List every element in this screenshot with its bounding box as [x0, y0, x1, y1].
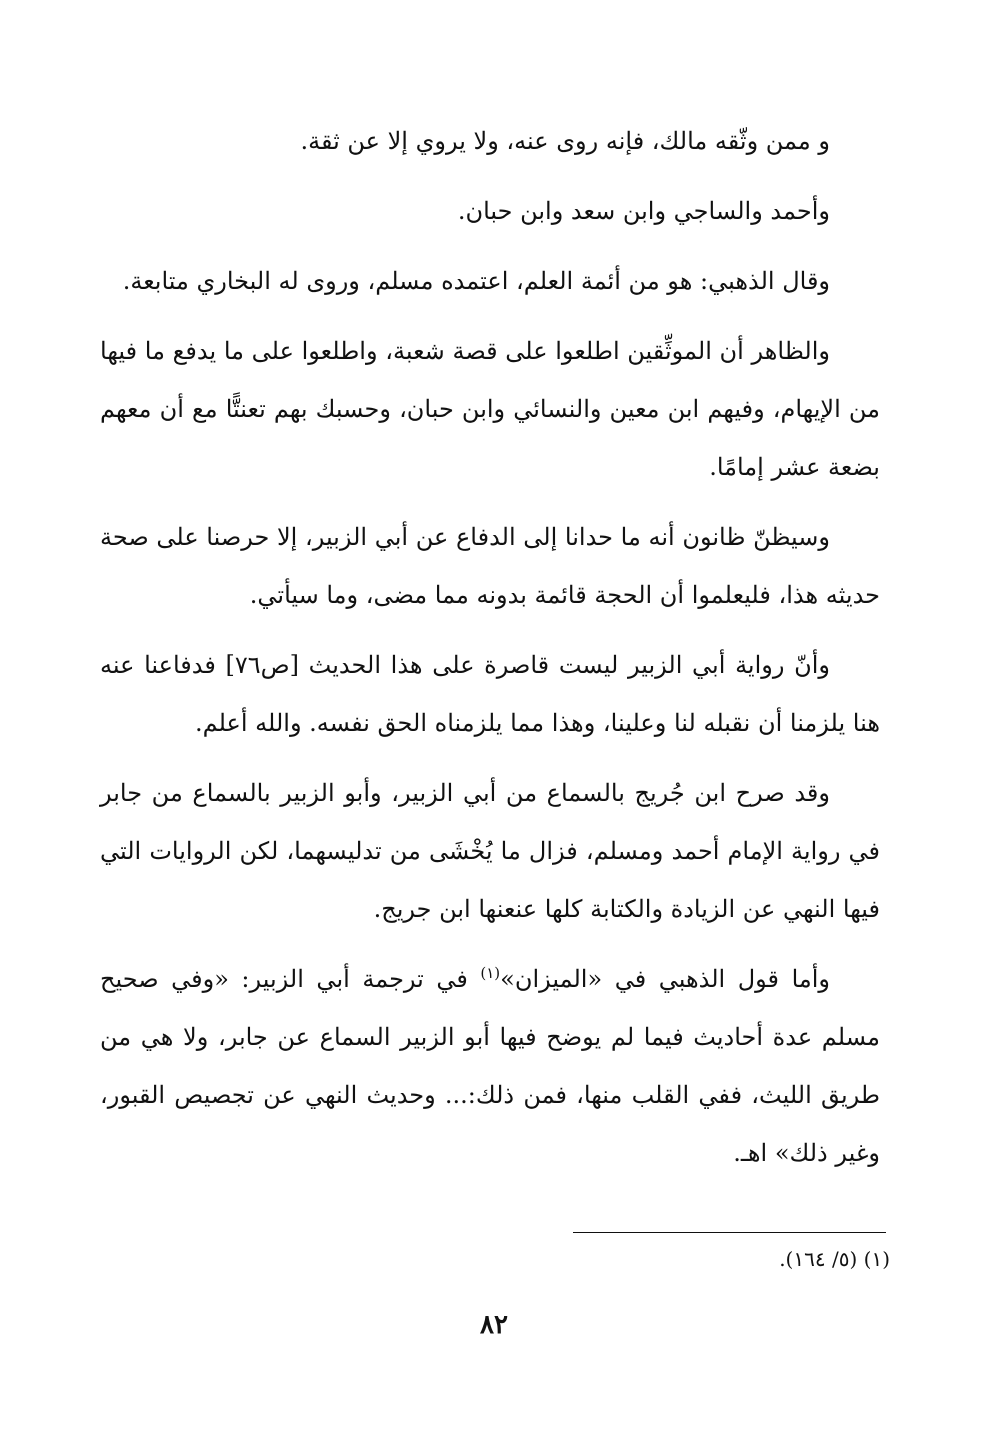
- paragraph-8-start: وأما قول الذهبي في «الميزان»: [500, 965, 830, 993]
- body-text: [100, 112, 880, 1194]
- footnote: (١) (٥/ ١٦٤).: [779, 1247, 890, 1271]
- paragraph-4: والظاهر أن الموثِّقين اطلعوا على قصة شعبة، واطلعوا على ما يدفع ما فيها من الإيهام، وفيهم ابن معين والنسائي وابن حبان، وحسبك بهم تعنتًّا مع أن معهم بضعة عشر إمامًا.: [100, 337, 880, 481]
- paragraph-8: [100, 950, 880, 1182]
- paragraph-6: وأنّ رواية أبي الزبير ليست قاصرة على هذا الحديث [ص٧٦] فدفاعنا عنه هنا يلزمنا أن نقبله لنا وعلينا، وهذا مما يلزمناه الحق نفسه. والله أعلم.: [100, 651, 880, 737]
- paragraph-7: وقد صرح ابن جُريج بالسماع من أبي الزبير، وأبو الزبير بالسماع من جابر في رواية الإمام أحمد ومسلم، فزال ما يُخْشَى من تدليسهما، لكن الروايات التي فيها النهي عن الزيادة والكتابة كلها عنعنها ابن جريج.: [100, 779, 880, 923]
- paragraph-2: وأحمد والساجي وابن سعد وابن حبان.: [457, 197, 830, 225]
- footnote-divider: [573, 1232, 886, 1233]
- paragraph-5: وسيظنّ ظانون أنه ما حدانا إلى الدفاع عن أبي الزبير، إلا حرصنا على صحة حديثه هذا، فليعلموا أن الحجة قائمة بدونه مما مضى، وما سيأتي.: [100, 523, 880, 609]
- paragraph-8-rest: في ترجمة أبي الزبير: «وفي صحيح مسلم عدة أحاديث فيما لم يوضح فيها أبو الزبير السماع عن جابر، ولا هي من طريق الليث، ففي القلب منها، فمن ذلك:... وحديث النهي عن تجصيص القبور، وغير ذلك» اهـ.: [100, 965, 880, 1167]
- paragraph-3: وقال الذهبي: هو من أئمة العلم، اعتمده مسلم، وروى له البخاري متابعة.: [122, 267, 830, 295]
- footnote-reference: (١): [480, 964, 501, 982]
- paragraph-1: و ممن وثّقه مالك، فإنه روى عنه، ولا يروي إلا عن ثقة.: [300, 127, 830, 155]
- page-number: ٨٢: [480, 1310, 508, 1340]
